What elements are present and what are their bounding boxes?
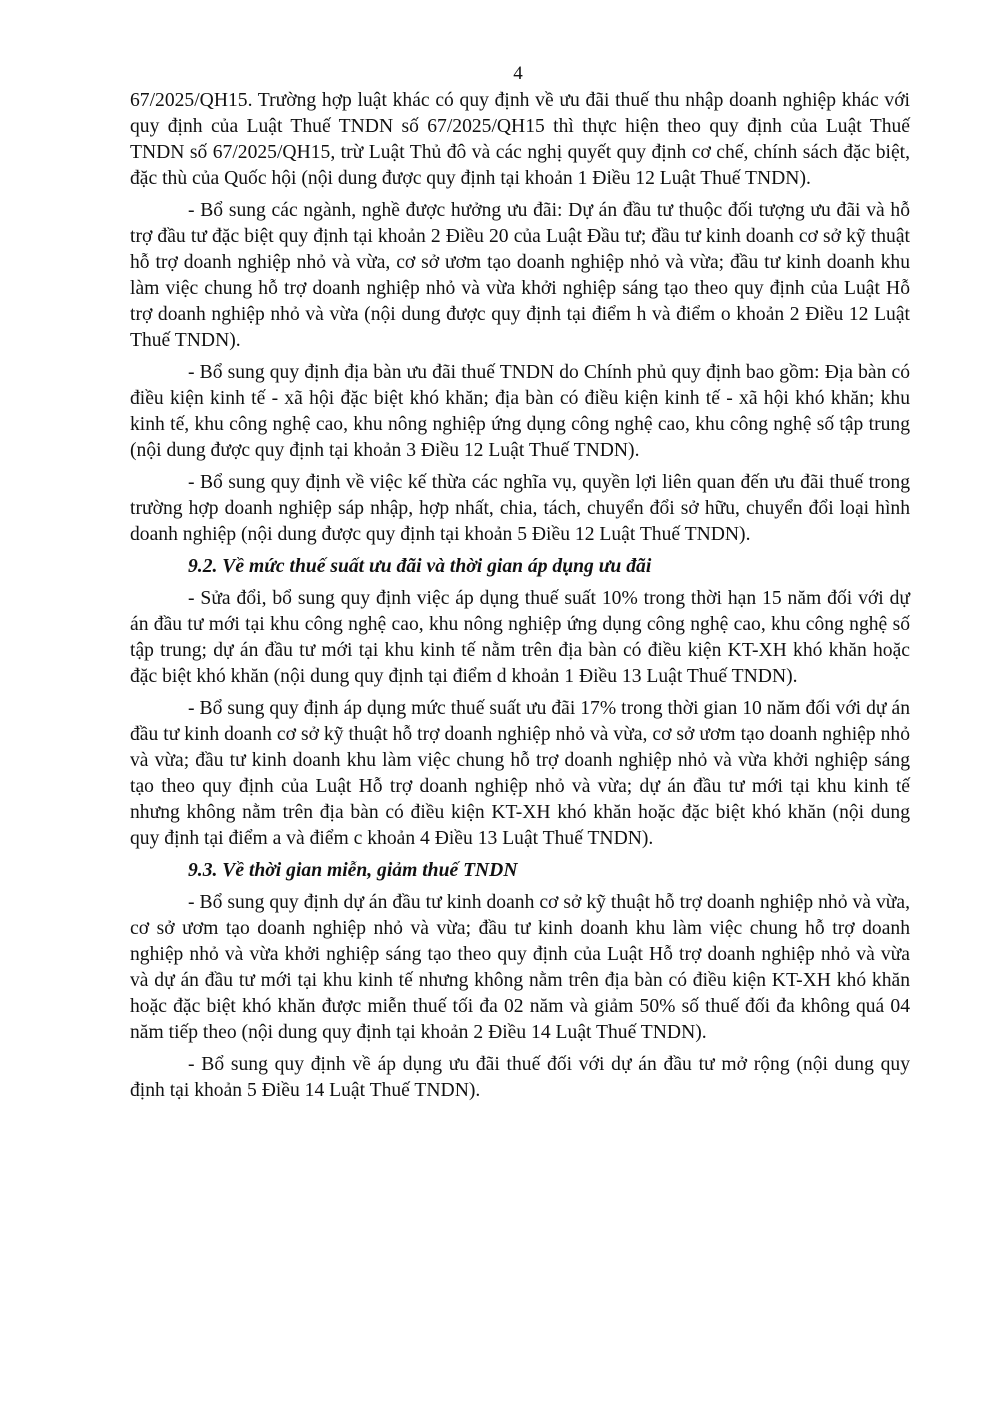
paragraph-tax-exemption-period: - Bổ sung quy định dự án đầu tư kinh doanh cơ sở kỹ thuật hỗ trợ doanh nghiệp nhỏ và vừa, cơ sở ươm tạo doanh nghiệp nhỏ và vừa; đầu tư kinh doanh khu làm việc chung hỗ trợ doanh nghiệp nhỏ và vừa khởi nghiệp sáng tạo theo quy định của Luật Hỗ trợ doanh nghiệp nhỏ và vừa và dự án đầu tư mới tại khu kinh tế nhưng không nằm trên địa bàn có điều kiện KT-XH khó khăn hoặc đặc biệt khó khăn được miễn thuế tối đa 02 năm và giảm 50% số thuế đối đa không quá 04 năm tiếp theo (nội dung quy định tại khoản 2 Điều 14 Luật Thuế TNDN). bbox=[130, 892, 910, 1043]
section-heading-9-2: 9.2. Về mức thuế suất ưu đãi và thời gian áp dụng ưu đãi bbox=[188, 556, 652, 577]
section-heading-9-3: 9.3. Về thời gian miễn, giảm thuế TNDN bbox=[188, 860, 518, 881]
document-body bbox=[130, 88, 910, 1110]
paragraph-added-areas: - Bổ sung quy định địa bàn ưu đãi thuế TNDN do Chính phủ quy định bao gồm: Địa bàn có điều kiện kinh tế - xã hội đặc biệt khó khăn; địa bàn có điều kiện kinh tế - xã hội khó khăn; khu kinh tế, khu công nghệ cao, khu nông nghiệp ứng dụng công nghệ cao, khu công nghệ số tập trung (nội dung được quy định tại khoản 3 Điều 12 Luật Thuế TNDN). bbox=[130, 362, 910, 461]
page-number: 4 bbox=[513, 63, 523, 84]
paragraph-inheritance-of-obligations: - Bổ sung quy định về việc kế thừa các nghĩa vụ, quyền lợi liên quan đến ưu đãi thuế trong trường hợp doanh nghiệp sáp nhập, hợp nhất, chia, tách, chuyển đổi sở hữu, chuyển đổi loại hình doanh nghiệp (nội dung được quy định tại khoản 5 Điều 12 Luật Thuế TNDN). bbox=[130, 472, 910, 545]
paragraph-expansion-projects: - Bổ sung quy định về áp dụng ưu đãi thuế đối với dự án đầu tư mở rộng (nội dung quy định tại khoản 5 Điều 14 Luật Thuế TNDN). bbox=[130, 1054, 910, 1101]
paragraph-tax-rate-10-percent: - Sửa đổi, bổ sung quy định việc áp dụng thuế suất 10% trong thời hạn 15 năm đối với dự án đầu tư mới tại khu công nghệ cao, khu nông nghiệp ứng dụng công nghệ cao, khu công nghệ số tập trung; dự án đầu tư mới tại khu kinh tế nằm trên địa bàn có điều kiện KT-XH khó khăn hoặc đặc biệt khó khăn (nội dung quy định tại điểm d khoản 1 Điều 13 Luật Thuế TNDN). bbox=[130, 588, 910, 687]
paragraph-tax-rate-17-percent: - Bổ sung quy định áp dụng mức thuế suất ưu đãi 17% trong thời gian 10 năm đối với dự án đầu tư kinh doanh cơ sở kỹ thuật hỗ trợ doanh nghiệp nhỏ và vừa, cơ sở ươm tạo doanh nghiệp nhỏ và vừa; đầu tư kinh doanh khu làm việc chung hỗ trợ doanh nghiệp nhỏ và vừa khởi nghiệp sáng tạo theo quy định của Luật Hỗ trợ doanh nghiệp nhỏ và vừa; dự án đầu tư mới tại khu kinh tế nhưng không nằm trên địa bàn có điều kiện KT-XH khó khăn hoặc đặc biệt khó khăn (nội dung quy định tại điểm a và điểm c khoản 4 Điều 13 Luật Thuế TNDN). bbox=[130, 698, 910, 849]
paragraph-added-industries: - Bổ sung các ngành, nghề được hưởng ưu đãi: Dự án đầu tư thuộc đối tượng ưu đãi và hỗ trợ đầu tư đặc biệt quy định tại khoản 2 Điều 20 của Luật Đầu tư; đầu tư kinh doanh cơ sở kỹ thuật hỗ trợ doanh nghiệp nhỏ và vừa, cơ sở ươm tạo doanh nghiệp nhỏ và vừa; đầu tư kinh doanh khu làm việc chung hỗ trợ doanh nghiệp nhỏ và vừa khởi nghiệp sáng tạo theo quy định của Luật Hỗ trợ doanh nghiệp nhỏ và vừa (nội dung được quy định tại điểm h và điểm o khoản 2 Điều 12 Luật Thuế TNDN). bbox=[130, 200, 910, 351]
paragraph-continued-law-reference: 67/2025/QH15. Trường hợp luật khác có quy định về ưu đãi thuế thu nhập doanh nghiệp khác với quy định của Luật Thuế TNDN số 67/2025/QH15 thì thực hiện theo quy định của Luật Thuế TNDN số 67/2025/QH15, trừ Luật Thủ đô và các nghị quyết quy định cơ chế, chính sách đặc biệt, đặc thù của Quốc hội (nội dung được quy định tại khoản 1 Điều 12 Luật Thuế TNDN). bbox=[130, 90, 910, 189]
